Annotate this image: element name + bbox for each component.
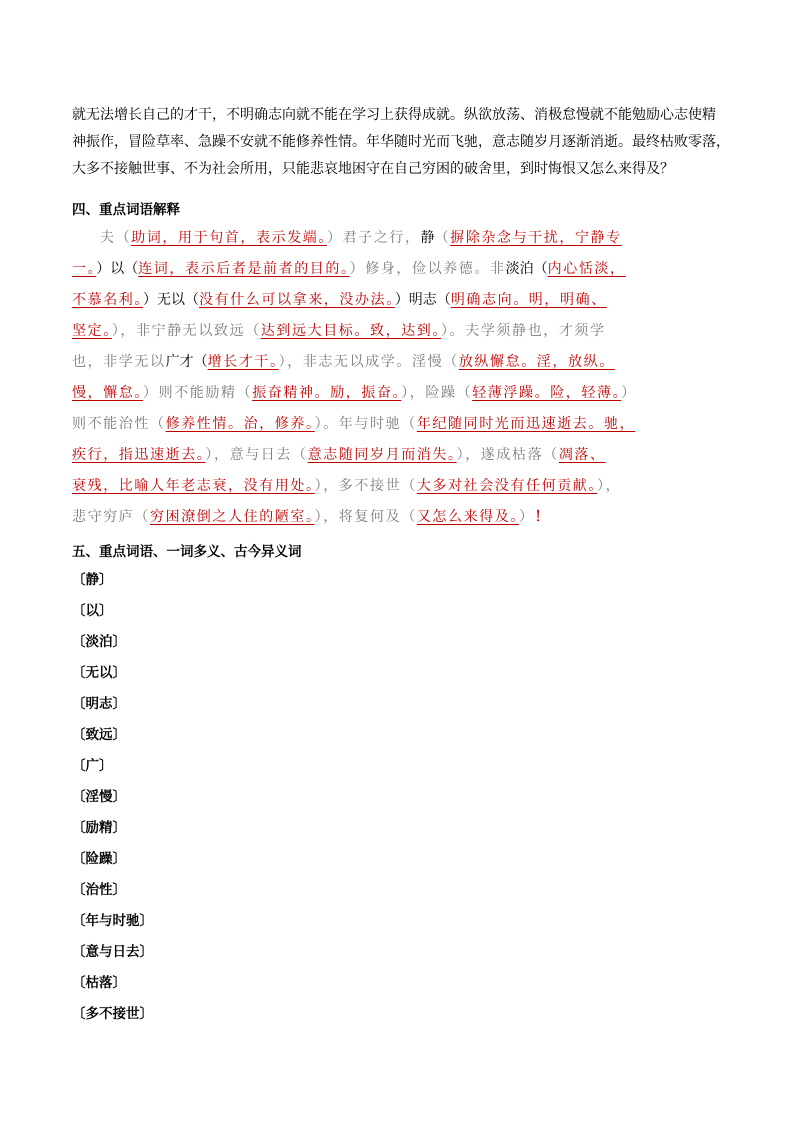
passage-line xyxy=(72,254,744,285)
answer-annotation: 振奋精神。励，振奋。 xyxy=(252,385,402,401)
source-text: 则不能治性（ xyxy=(72,416,166,432)
translation-line: 就无法增长自己的才干，不明确志向就不能在学习上获得成就。纵欲放荡、消极怠慢就不能勉励心志使精 xyxy=(72,107,716,123)
translation-line: 神振作，冒险草率、急躁不安就不能修养性情。年华随时光而飞驰，意志随岁月逐渐消逝。最终枯败零落， xyxy=(72,134,730,150)
source-text: ）则不能励精（ xyxy=(143,385,253,401)
vocabulary-term: 〔多不接世〕 xyxy=(72,1006,153,1022)
section-heading-vocabulary: 五、重点词语、一词多义、古今异义词 xyxy=(72,544,302,560)
source-text: ），遂成枯落（ xyxy=(456,447,559,463)
answer-annotation: 一。 xyxy=(72,261,97,277)
vocabulary-term: 〔无以〕 xyxy=(72,665,126,681)
vocabulary-term: 〔明志〕 xyxy=(72,696,126,712)
key-word: ）无以（ xyxy=(143,292,199,308)
answer-annotation: 连词，表示后者是前者的目的。 xyxy=(138,261,350,277)
source-text: ）， xyxy=(597,478,622,494)
answer-annotation: 内心恬淡， xyxy=(547,261,626,277)
answer-annotation: 凋落、 xyxy=(558,447,606,463)
key-word: ）以（ xyxy=(96,261,139,277)
source-text: ），险躁（ xyxy=(401,385,473,401)
passage-line xyxy=(72,285,744,316)
vocabulary-term: 〔淫慢〕 xyxy=(72,789,126,805)
vocabulary-term-list xyxy=(72,568,153,1033)
answer-annotation: 摒除杂念与干扰，宁静专 xyxy=(450,230,622,246)
answer-annotation: 慢，懈怠。 xyxy=(72,385,143,401)
vocabulary-term: 〔致远〕 xyxy=(72,727,126,743)
source-text: ）。年与时驰（ xyxy=(314,416,417,432)
answer-annotation: 达到远大目标。致，达到。 xyxy=(260,323,442,339)
answer-annotation: 坚定。 xyxy=(72,323,112,339)
answer-annotation: 疾行，指迅速逝去。 xyxy=(72,447,206,463)
answer-annotation: 年纪随同时光而迅速逝去。驰， xyxy=(416,416,636,432)
answer-annotation: 没有什么可以拿来，没办法。 xyxy=(199,292,395,308)
translation-paragraph xyxy=(72,102,742,183)
vocabulary-term: 〔枯落〕 xyxy=(72,975,126,991)
answer-annotation: 明确志向。明，明确、 xyxy=(450,292,607,308)
source-text: 悲守穷庐（ xyxy=(72,509,150,525)
passage-line xyxy=(72,316,744,347)
source-text: 夫（ xyxy=(100,230,132,246)
answer-annotation: 大多对社会没有任何贡献。 xyxy=(416,478,598,494)
passage-line xyxy=(72,502,744,533)
annotated-passage xyxy=(72,223,744,533)
vocabulary-term: 〔治性〕 xyxy=(72,882,126,898)
answer-annotation: 穷困潦倒之人住的陋室。 xyxy=(150,509,315,525)
source-text: ），多不接世（ xyxy=(314,478,417,494)
vocabulary-term: 〔广〕 xyxy=(72,758,113,774)
vocabulary-term: 〔以〕 xyxy=(72,603,113,619)
key-word: 静 xyxy=(420,230,435,246)
source-text: ），非志无以成学。淫慢（ xyxy=(278,354,459,370)
source-text: ）。夫学须静也，才须学 xyxy=(441,323,606,339)
section-heading-key-words: 四、重点词语解释 xyxy=(72,202,180,218)
key-word: ）明志（ xyxy=(394,292,451,308)
source-text: ）君子之行， xyxy=(327,230,421,246)
answer-annotation: 衰残，比喻人年老志衰，没有用处。 xyxy=(72,478,315,494)
vocabulary-term: 〔险躁〕 xyxy=(72,851,126,867)
source-text: ），非宁静无以致远（ xyxy=(111,323,261,339)
passage-line xyxy=(72,440,744,471)
source-text: ） xyxy=(621,385,637,401)
answer-annotation: 增长才干。 xyxy=(207,354,279,370)
answer-annotation: 意志随同岁月而消失。 xyxy=(307,447,457,463)
passage-punctuation: ！ xyxy=(534,509,549,525)
translation-line: 大多不接触世事、不为社会所用，只能悲哀地困守在自己穷困的破舍里，到时悔恨又怎么来得及？ xyxy=(72,161,674,177)
vocabulary-term: 〔静〕 xyxy=(72,572,113,588)
vocabulary-term: 〔意与日去〕 xyxy=(72,944,153,960)
source-text: 也，非学无以 xyxy=(72,354,166,370)
key-word: 广才（ xyxy=(165,354,208,370)
vocabulary-term: 〔励精〕 xyxy=(72,820,126,836)
answer-annotation: 又怎么来得及。 xyxy=(416,509,520,525)
source-text: ），将复何及（ xyxy=(314,509,417,525)
vocabulary-term: 〔淡泊〕 xyxy=(72,634,126,650)
answer-annotation: 修养性情。治，修养。 xyxy=(165,416,315,432)
passage-line xyxy=(72,223,744,254)
key-word: 淡泊（ xyxy=(505,261,548,277)
answer-annotation: 助词，用于句首，表示发端。 xyxy=(131,230,328,246)
passage-line xyxy=(72,378,744,409)
passage-line xyxy=(72,347,744,378)
answer-annotation: 轻薄浮躁。险，轻薄。 xyxy=(472,385,622,401)
vocabulary-term: 〔年与时驰〕 xyxy=(72,913,153,929)
source-text: （ xyxy=(434,230,451,246)
source-text: ） xyxy=(519,509,535,525)
source-text: ）修身，俭以养德。非 xyxy=(349,261,506,277)
passage-line xyxy=(72,471,744,502)
answer-annotation: 放纵懈怠。淫，放纵。 xyxy=(458,354,615,370)
passage-line xyxy=(72,409,744,440)
answer-annotation: 不慕名利。 xyxy=(72,292,143,308)
source-text: ），意与日去（ xyxy=(205,447,308,463)
